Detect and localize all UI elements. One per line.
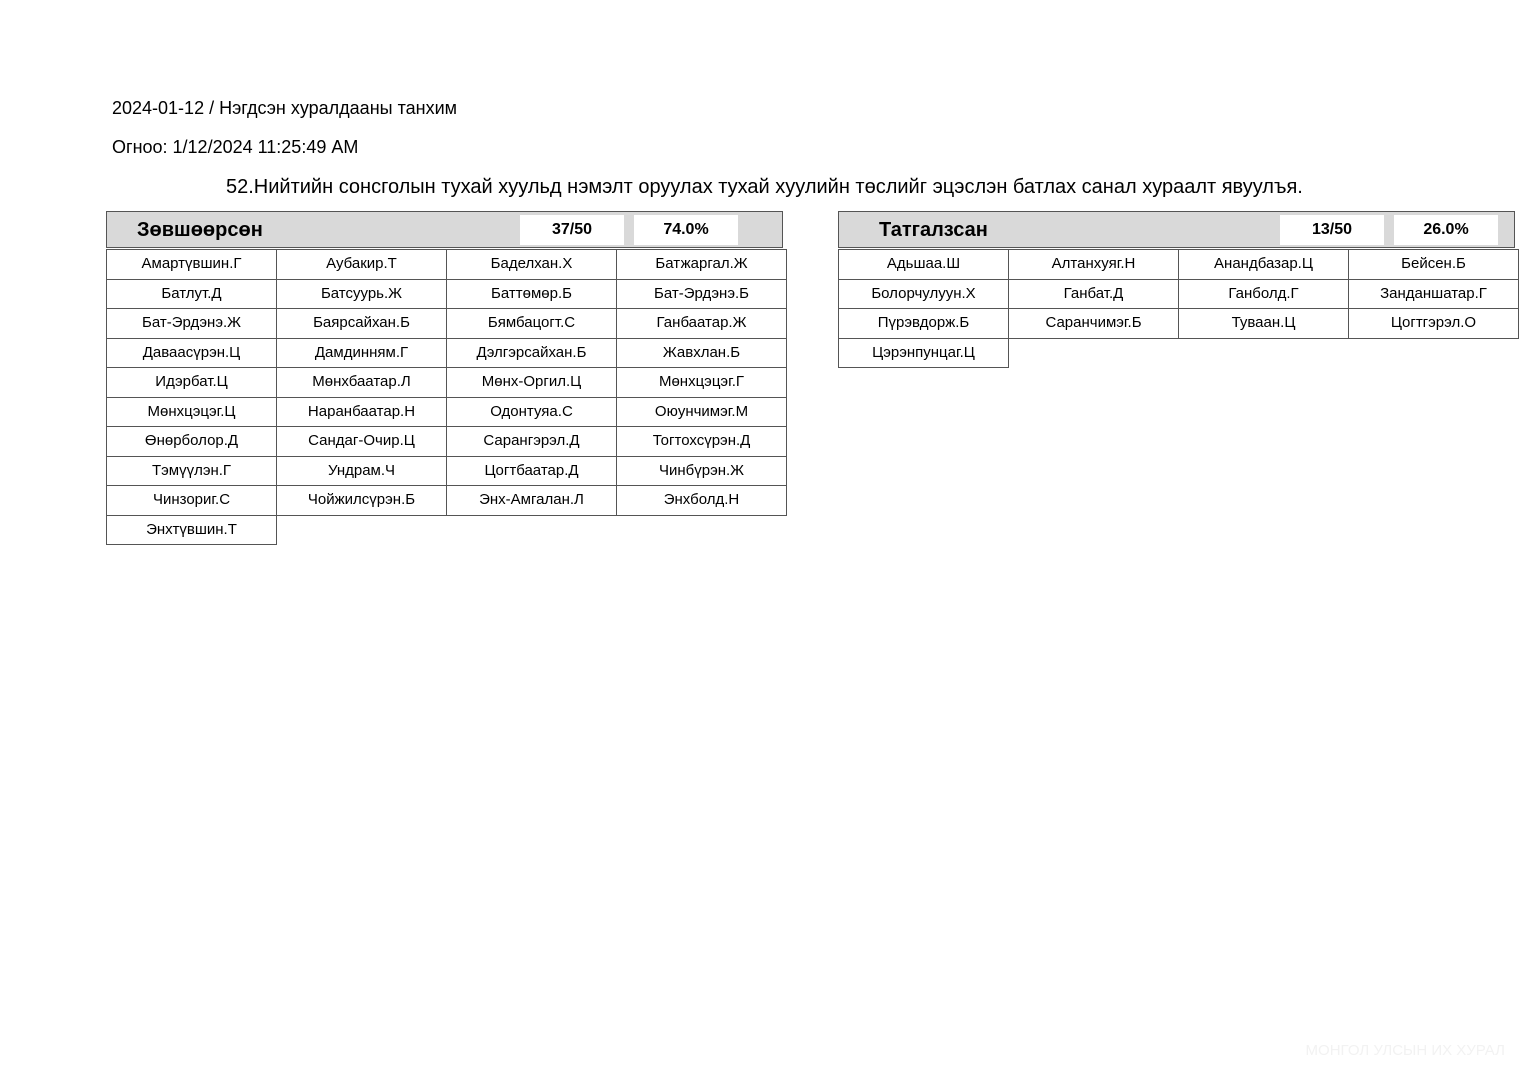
member-name: Оюунчимэг.М	[616, 397, 787, 428]
approved-percent: 74.0%	[634, 215, 738, 245]
member-name: Ганболд.Г	[1178, 279, 1349, 310]
member-name: Амартүвшин.Г	[106, 249, 277, 280]
member-name: Энхболд.Н	[616, 485, 787, 516]
watermark: МОНГОЛ УЛСЫН ИХ ХУРАЛ	[1305, 1042, 1505, 1059]
session-info: 2024-01-12 / Нэгдсэн хуралдааны танхим	[112, 98, 457, 118]
member-name: Бат-Эрдэнэ.Б	[616, 279, 787, 310]
member-name: Тэмүүлэн.Г	[106, 456, 277, 487]
member-name: Туваан.Ц	[1178, 308, 1349, 339]
member-name: Цогтбаатар.Д	[446, 456, 617, 487]
member-name: Мөнхцэцэг.Г	[616, 367, 787, 398]
member-name: Бейсен.Б	[1348, 249, 1519, 280]
member-name: Наранбаатар.Н	[276, 397, 447, 428]
member-name: Алтанхуяг.Н	[1008, 249, 1179, 280]
member-name: Энхтүвшин.Т	[106, 515, 277, 546]
approved-label: Зөвшөөрсөн	[137, 219, 263, 241]
member-name: Тогтохсүрэн.Д	[616, 426, 787, 457]
approved-count: 37/50	[520, 215, 624, 245]
member-name: Анандбазар.Ц	[1178, 249, 1349, 280]
member-name: Пүрэвдорж.Б	[838, 308, 1009, 339]
member-name: Адьшаа.Ш	[838, 249, 1009, 280]
member-name: Дэлгэрсайхан.Б	[446, 338, 617, 369]
member-name: Ундрам.Ч	[276, 456, 447, 487]
approved-group	[106, 211, 783, 544]
member-name: Өнөрболор.Д	[106, 426, 277, 457]
member-name: Мөнхбаатар.Л	[276, 367, 447, 398]
member-name: Ганбат.Д	[1008, 279, 1179, 310]
member-name: Ганбаатар.Ж	[616, 308, 787, 339]
member-name: Батжаргал.Ж	[616, 249, 787, 280]
date-info: Огноо: 1/12/2024 11:25:49 AM	[112, 137, 359, 157]
member-name: Энх-Амгалан.Л	[446, 485, 617, 516]
member-name: Чойжилсүрэн.Б	[276, 485, 447, 516]
member-name: Идэрбат.Ц	[106, 367, 277, 398]
member-name: Цогтгэрэл.О	[1348, 308, 1519, 339]
member-name: Болорчулуун.Х	[838, 279, 1009, 310]
member-name: Дамдинням.Г	[276, 338, 447, 369]
member-name: Чинзориг.С	[106, 485, 277, 516]
rejected-count: 13/50	[1280, 215, 1384, 245]
rejected-label: Татгалзсан	[879, 219, 988, 241]
member-name: Баделхан.Х	[446, 249, 617, 280]
member-name: Мөнхцэцэг.Ц	[106, 397, 277, 428]
member-name: Занданшатар.Г	[1348, 279, 1519, 310]
approved-names-table	[106, 249, 783, 544]
member-name: Батсуурь.Ж	[276, 279, 447, 310]
rejected-group	[838, 211, 1515, 367]
rejected-percent: 26.0%	[1394, 215, 1498, 245]
approved-header	[106, 211, 783, 248]
member-name: Аубакир.Т	[276, 249, 447, 280]
member-name: Саранчимэг.Б	[1008, 308, 1179, 339]
member-name: Чинбүрэн.Ж	[616, 456, 787, 487]
member-name: Мөнх-Оргил.Ц	[446, 367, 617, 398]
rejected-header	[838, 211, 1515, 248]
member-name: Баярсайхан.Б	[276, 308, 447, 339]
member-name: Батлут.Д	[106, 279, 277, 310]
member-name: Цэрэнпунцаг.Ц	[838, 338, 1009, 369]
member-name: Сандаг-Очир.Ц	[276, 426, 447, 457]
member-name: Даваасүрэн.Ц	[106, 338, 277, 369]
member-name: Жавхлан.Б	[616, 338, 787, 369]
member-name: Баттөмөр.Б	[446, 279, 617, 310]
member-name: Бат-Эрдэнэ.Ж	[106, 308, 277, 339]
member-name: Одонтуяа.С	[446, 397, 617, 428]
member-name: Бямбацогт.С	[446, 308, 617, 339]
member-name: Сарангэрэл.Д	[446, 426, 617, 457]
vote-title: 52.Нийтийн сонсголын тухай хуульд нэмэлт оруулах тухай хуулийн төслийг эцэслэн батлах санал хураалт явуулъя.	[226, 176, 1303, 198]
rejected-names-table	[838, 249, 1515, 367]
